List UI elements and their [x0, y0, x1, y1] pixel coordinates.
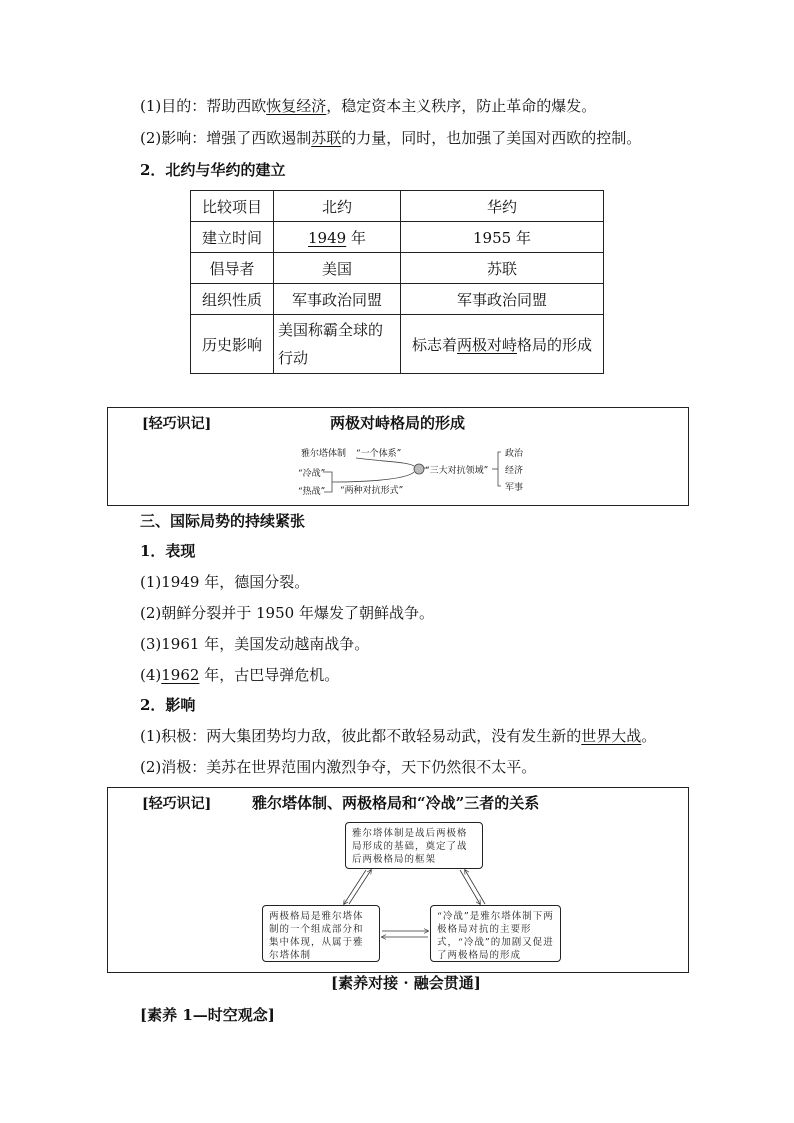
list-item: (3)1961 年，美国发动越南战争。 [140, 635, 370, 653]
table-cell: 美国称霸全球的行动 [274, 315, 401, 374]
list-item: (1)1949 年，德国分裂。 [140, 573, 310, 591]
bipolar-diagram-lines [108, 408, 688, 505]
impact-suffix-text: 格局的形成 [517, 335, 593, 354]
table-row [191, 191, 604, 222]
table-row [191, 315, 604, 374]
two-forms-label: “两种对抗形式” [340, 486, 404, 496]
table-cell: 军事政治同盟 [401, 284, 604, 315]
impact-prefix: (2)影响：增强了西欧遏制 [140, 129, 312, 147]
table-cell [401, 315, 604, 374]
center-node-icon [414, 464, 424, 474]
box-title: 雅尔塔体制、两极格局和“冷战”三者的关系 [252, 794, 540, 812]
field-economy: 经济 [505, 466, 524, 476]
comparison-table [190, 190, 604, 374]
one-system-label: “一个体系” [356, 449, 402, 459]
yalta-label: 雅尔塔体制 [301, 449, 347, 459]
nato-year: 1949 [308, 228, 347, 247]
effect-positive-prefix: (1)积极：两大集团势均力敌，彼此都不敢轻易动武，没有发生新的 [140, 727, 582, 745]
box-tag: [轻巧识记] [142, 416, 212, 432]
row-label: 组织性质 [191, 284, 274, 315]
relationship-arrows [108, 788, 688, 972]
node-yalta: 雅尔塔体制是战后两极格局形成的基础，奠定了战后两极格局的框架 [345, 822, 483, 869]
table-row [191, 284, 604, 315]
impact-line [140, 128, 641, 148]
field-politics: 政治 [505, 449, 524, 459]
table-cell: 苏联 [401, 253, 604, 284]
item4-prefix: (4) [140, 666, 162, 684]
table-cell: 1955 年 [401, 222, 604, 253]
heading-manifestation: 1．表现 [140, 542, 196, 560]
impact-prefix-text: 标志着 [411, 335, 457, 354]
cold-war-label: “冷战” [298, 469, 326, 479]
nato-year-unit: 年 [346, 228, 366, 247]
purpose-suffix: ，稳定资本主义秩序，防止革命的爆发。 [326, 97, 597, 115]
three-fields-label: “三大对抗领域” [425, 466, 489, 476]
effect-positive-suffix: 。 [641, 727, 657, 745]
heading-tension: 三、国际局势的持续紧张 [140, 512, 306, 530]
node-bipolar: 两极格局是雅尔塔体制的一个组成部分和集中体现，从属于雅尔塔体制 [262, 905, 380, 962]
item4-year: 1962 [161, 666, 200, 684]
effect-positive-underlined: 世界大战 [581, 727, 642, 745]
row-label: 历史影响 [191, 315, 274, 374]
node-cold-war: “冷战”是雅尔塔体制下两极格局对抗的主要形式，“冷战”的加剧又促进了两极格局的形成 [430, 905, 561, 962]
impact-underlined: 苏联 [311, 129, 342, 147]
box-tag: [轻巧识记] [142, 796, 212, 812]
box-title: 两极对峙格局的形成 [330, 414, 466, 432]
hot-war-label: “热战” [298, 487, 326, 497]
table-cell [274, 222, 401, 253]
header-cell: 北约 [274, 191, 401, 222]
row-label: 建立时间 [191, 222, 274, 253]
effect-positive [140, 726, 656, 746]
impact-suffix: 的力量，同时，也加强了美国对西欧的控制。 [341, 129, 642, 147]
heading-effect: 2．影响 [140, 696, 196, 714]
purpose-underlined: 恢复经济 [266, 97, 327, 115]
memory-box-relationship [107, 787, 689, 973]
purpose-line [140, 96, 596, 116]
table-row [191, 253, 604, 284]
row-label: 倡导者 [191, 253, 274, 284]
list-item: (2)朝鲜分裂并于 1950 年爆发了朝鲜战争。 [140, 604, 434, 622]
header-cell: 比较项目 [191, 191, 274, 222]
header-cell: 华约 [401, 191, 604, 222]
table-row [191, 222, 604, 253]
purpose-prefix: (1)目的：帮助西欧 [140, 97, 267, 115]
field-military: 军事 [505, 483, 524, 493]
list-item [140, 665, 339, 685]
competency-heading: [素养 1—时空观念] [140, 1006, 275, 1024]
memory-box-bipolar [107, 407, 689, 506]
heading-nato: 2．北约与华约的建立 [140, 161, 286, 179]
effect-negative: (2)消极：美苏在世界范围内激烈争夺，天下仍然很不太平。 [140, 758, 537, 776]
table-cell: 军事政治同盟 [274, 284, 401, 315]
impact-underlined-text: 两极对峙 [456, 335, 517, 354]
table-cell: 美国 [274, 253, 401, 284]
section-banner: [素养对接 · 融会贯通] [331, 974, 481, 992]
item4-suffix: 年，古巴导弹危机。 [199, 666, 340, 684]
